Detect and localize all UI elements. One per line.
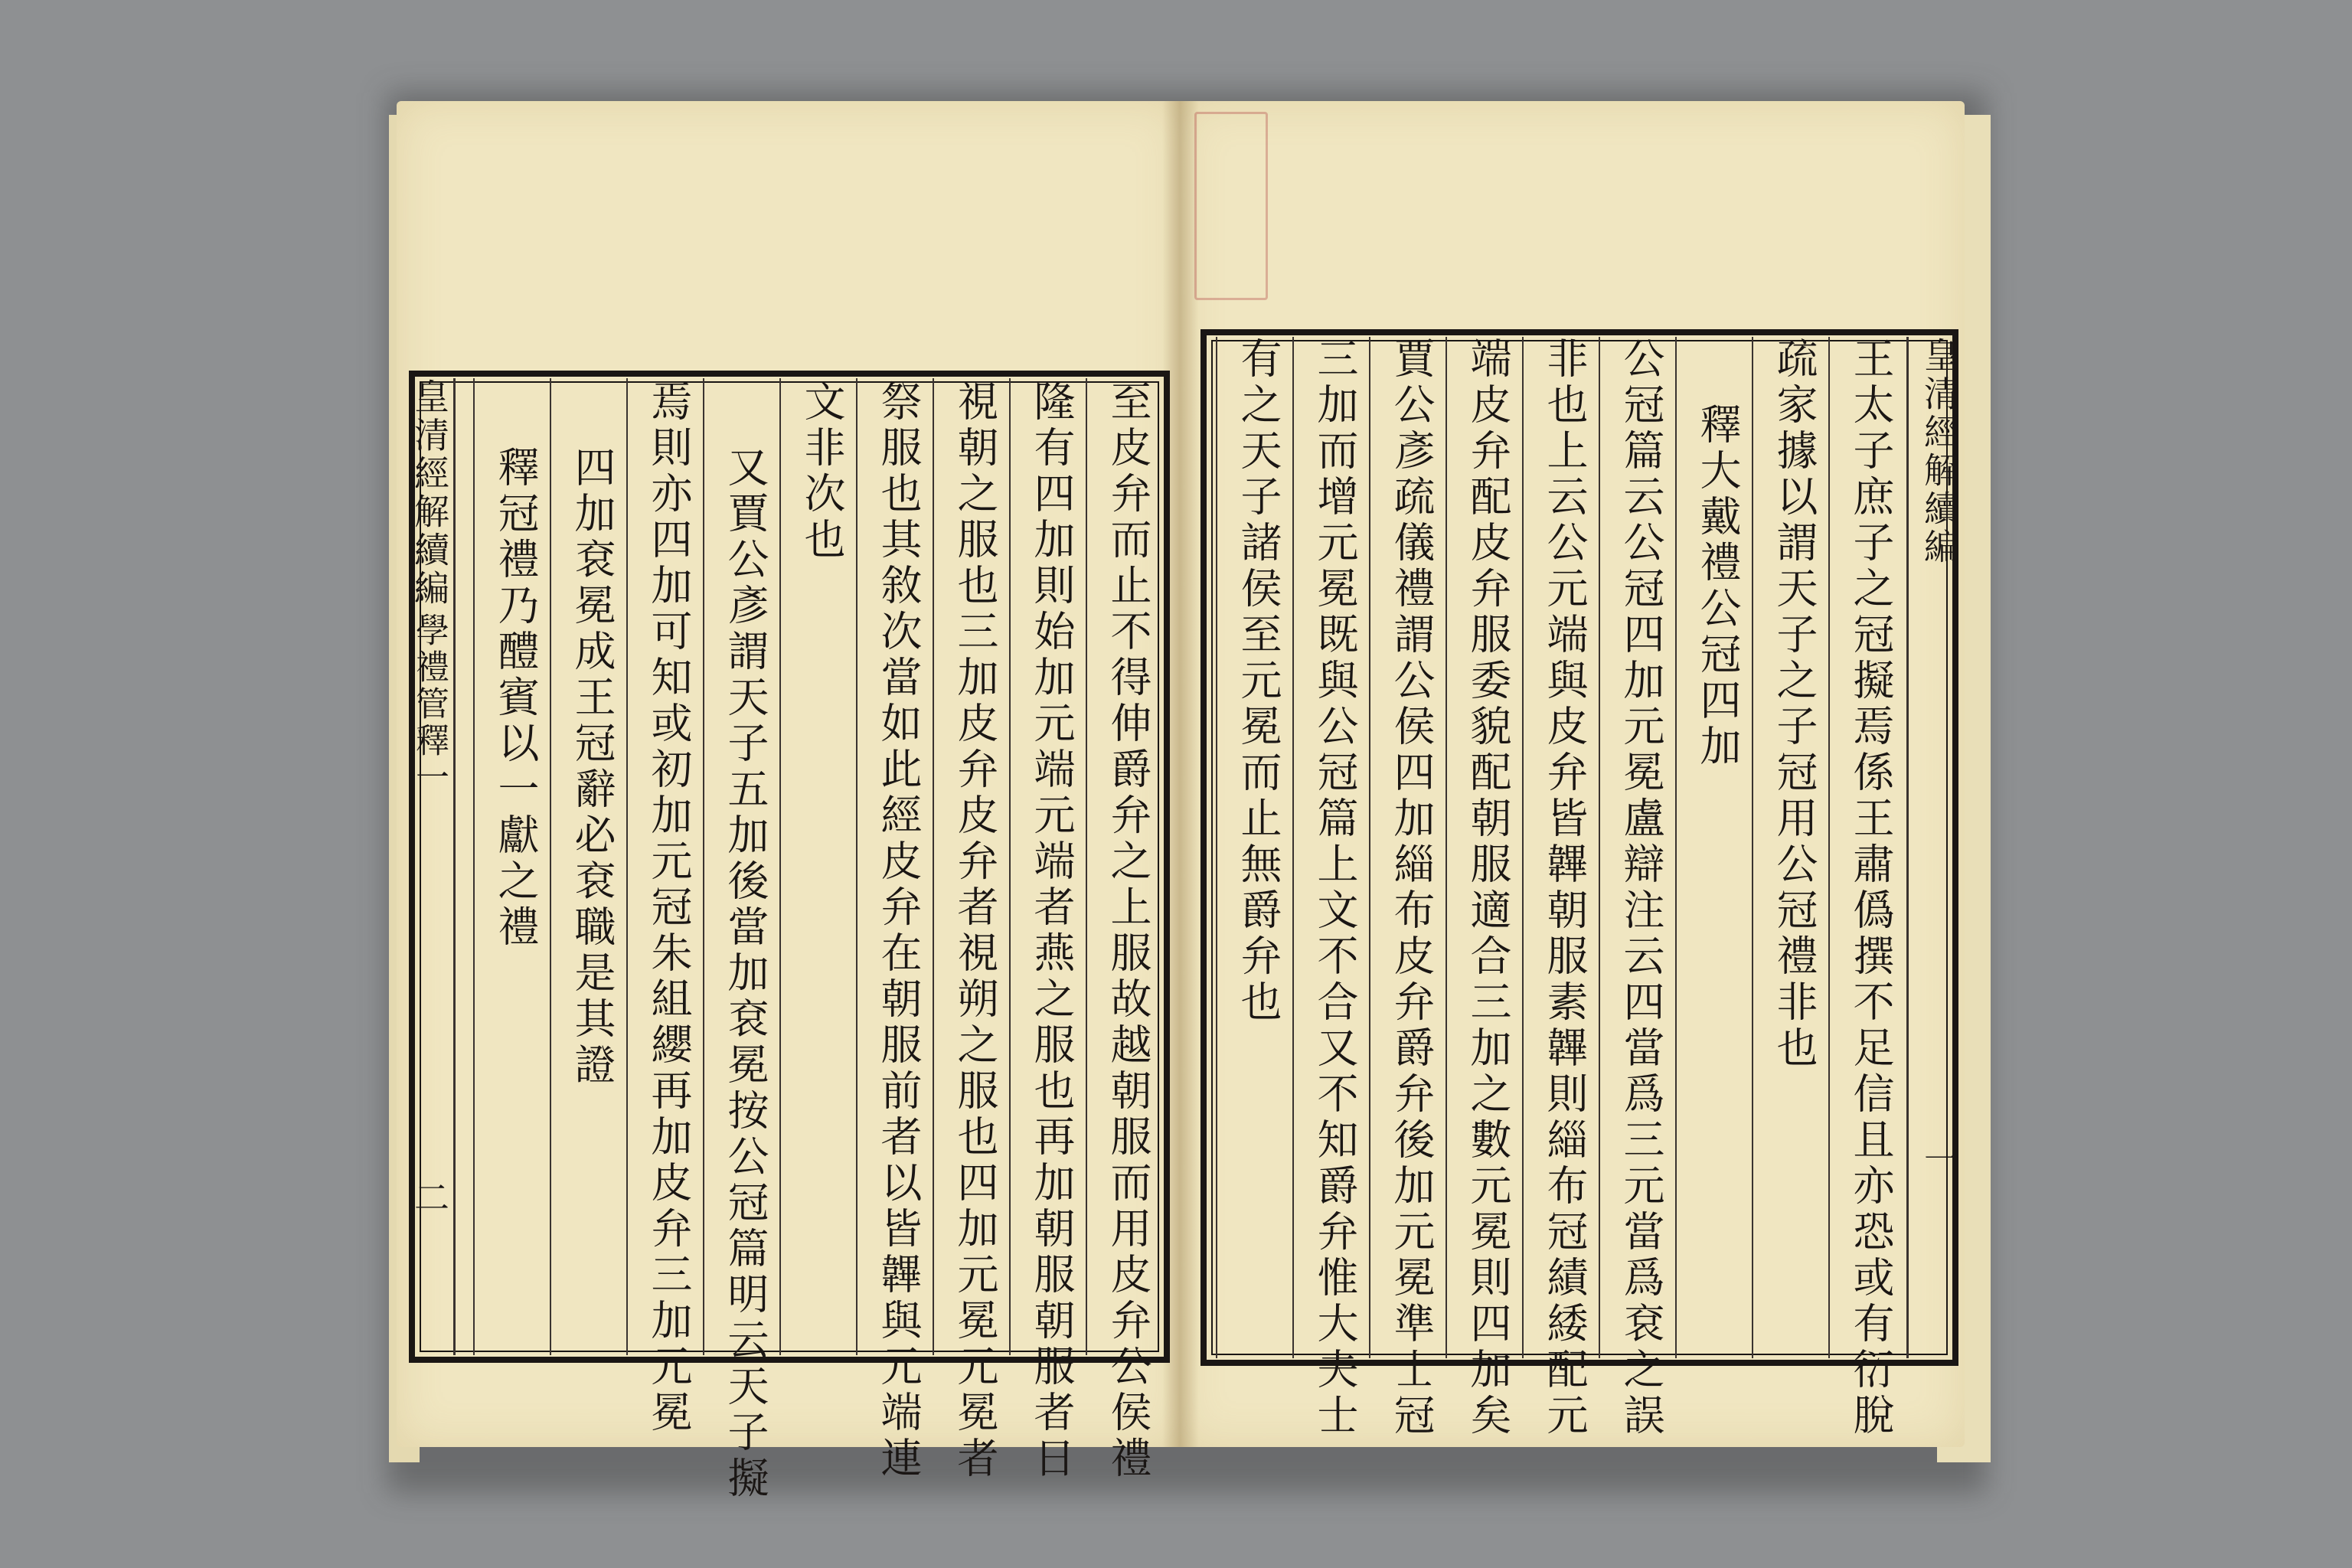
text-column: 四加袞冕成王冠辭必袞職是其證 [568, 446, 616, 1089]
column-rule [1216, 337, 1217, 1358]
text-column: 祭服也其敘次當如此經皮弁在朝服前者以皆韠與元端連 [874, 380, 923, 1482]
right-margin-title: 皇清經解續編 [1919, 337, 1960, 567]
column-rule [779, 378, 781, 1355]
text-column: 有之天子諸侯至元冕而止無爵弁也 [1234, 337, 1282, 1026]
text-column: 至皮弁而止不得伸爵弁之上服故越朝服而用皮弁公侯禮 [1104, 380, 1152, 1482]
column-rule [1086, 378, 1087, 1355]
left-margin-section: 學禮管釋一 [410, 612, 449, 796]
column-rule [1828, 337, 1830, 1358]
column-rule [856, 378, 858, 1355]
text-column: 隆有四加則始加元端元端者燕之服也再加朝服朝服者日 [1027, 380, 1076, 1482]
column-rule [626, 378, 628, 1355]
column-rule [550, 378, 551, 1355]
column-rule [1752, 337, 1753, 1358]
text-column: 公冠篇云公冠四加元冕盧辯注云四當爲三元當爲袞之誤 [1617, 337, 1665, 1439]
text-column: 端皮弁配皮弁服委貌配朝服適合三加之數元冕則四加矣 [1464, 337, 1512, 1439]
left-margin-title: 皇清經解續編 [409, 378, 450, 608]
right-margin-rule [1906, 337, 1909, 1358]
text-column: 非也上云公元端與皮弁皆韠朝服素韠則緇布冠績緌配元 [1540, 337, 1589, 1439]
column-rule [703, 378, 704, 1355]
text-column: 又賈公彥謂天子五加後當加袞冕按公冠篇明云天子擬 [721, 446, 769, 1502]
text-column: 文非次也 [798, 380, 846, 564]
column-rule [1009, 378, 1011, 1355]
column-rule [473, 378, 475, 1355]
text-column: 王太子庶子之冠擬焉係王肅僞撰不足信且亦恐或有衍脫 [1847, 337, 1895, 1439]
column-rule [1369, 337, 1370, 1358]
text-column: 賈公彥疏儀禮謂公侯四加緇布皮弁爵弁後加元冕準士冠 [1387, 337, 1436, 1439]
column-rule [933, 378, 934, 1355]
column-rule [1292, 337, 1294, 1358]
right-page-number: 一 [1919, 1141, 1960, 1179]
column-rule [1522, 337, 1524, 1358]
column-rule [1675, 337, 1677, 1358]
text-column: 釋大戴禮公冠四加 [1694, 403, 1742, 770]
text-column: 焉則亦四加可知或初加元冠朱組纓再加皮弁三加元冕 [645, 380, 693, 1436]
column-rule [1446, 337, 1447, 1358]
text-column: 釋冠禮乃醴賓以一獻之禮 [492, 446, 540, 951]
library-seal [1194, 112, 1268, 300]
text-column: 三加而增元冕既與公冠篇上文不合又不知爵弁惟大夫士 [1311, 337, 1359, 1439]
column-rule [1599, 337, 1600, 1358]
text-column: 疏家據以謂天子之子冠用公冠禮非也 [1770, 337, 1818, 1072]
text-column: 視朝之服也三加皮弁皮弁者視朔之服也四加元冕元冕者 [951, 380, 999, 1482]
left-margin-rule [453, 378, 456, 1355]
left-page-number: 二 [409, 1179, 450, 1217]
